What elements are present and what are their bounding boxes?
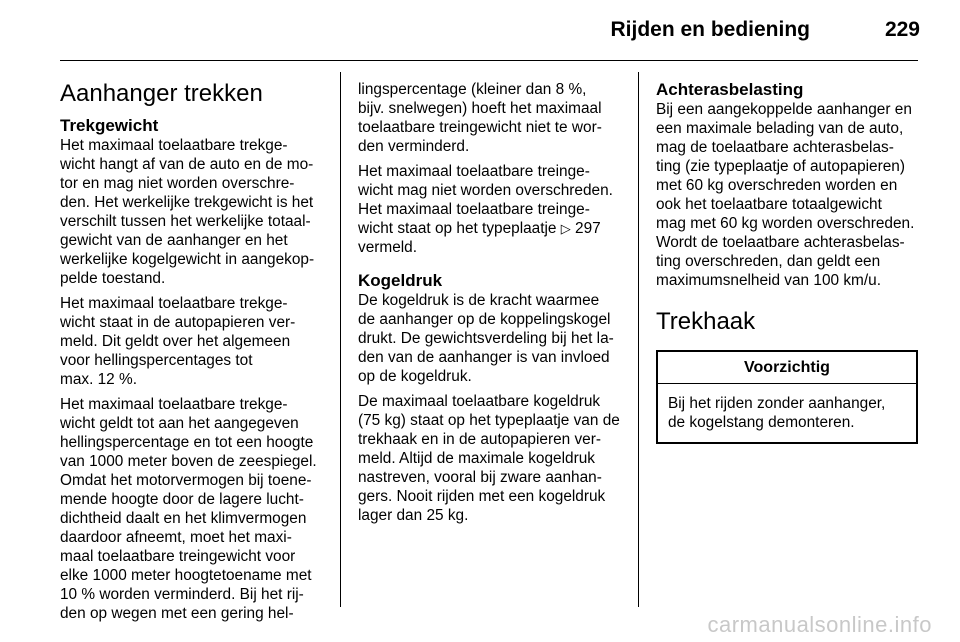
- text-line-with-reference: [358, 219, 622, 238]
- text-line: lingspercentage (kleiner dan 8 %,: [358, 81, 587, 98]
- text-line: Het maximaal toelaatbare trekge-: [60, 295, 288, 312]
- text-line: wicht geldt tot aan het aangegeven: [60, 415, 299, 432]
- text-line: mag met 60 kg worden overschreden.: [656, 215, 915, 232]
- text-line: met 60 kg overschreden worden en: [656, 177, 898, 194]
- section-title-aanhanger-trekken: Aanhanger trekken: [60, 80, 263, 107]
- caution-title: Voorzichtig: [658, 352, 916, 384]
- text-line: Omdat het motorvermogen bij toene-: [60, 472, 312, 489]
- column-1: [60, 80, 324, 623]
- text-line: meld. Dit geldt over het algemeen: [60, 333, 291, 350]
- text-line: Het maximaal toelaatbare trekge-: [60, 137, 288, 154]
- text-line: den verminderd.: [358, 138, 470, 155]
- caution-body: [658, 384, 916, 442]
- text-line: den op wegen met een gering hel-: [60, 605, 294, 622]
- subheading-kogeldruk: Kogeldruk: [358, 271, 443, 290]
- paragraph: [656, 100, 920, 290]
- paragraph: [60, 395, 324, 623]
- text-line: den. Het werkelijke trekgewicht is het: [60, 194, 314, 211]
- page-number: 229: [884, 18, 920, 41]
- text-line: Het maximaal toelaatbare treinge-: [358, 163, 590, 180]
- text-line: daardoor afneemt, moet het maxi-: [60, 529, 292, 546]
- text-line: ook het toelaatbare totaalgewicht: [656, 196, 882, 213]
- text-fragment: wicht staat op het typeplaatje: [358, 220, 561, 237]
- subheading-achterasbelasting: Achterasbelasting: [656, 80, 804, 99]
- text-line: Wordt de toelaatbare achterasbelas-: [656, 234, 905, 251]
- text-line: gewicht van de aanhanger en het: [60, 232, 288, 249]
- text-line: nastreven, vooral bij zware aanhan-: [358, 469, 602, 486]
- text-line: op de kogeldruk.: [358, 368, 472, 385]
- text-line: een maximale belading van de auto,: [656, 120, 904, 137]
- text-line: mag de toelaatbare achterasbelas-: [656, 139, 894, 156]
- text-line: gers. Nooit rijden met een kogeldruk: [358, 488, 606, 505]
- text-line: Het maximaal toelaatbare trekge-: [60, 396, 288, 413]
- caution-box: [656, 350, 918, 444]
- column-divider-2: [638, 72, 639, 607]
- subheading-trekgewicht: Trekgewicht: [60, 116, 159, 135]
- text-line: lager dan 25 kg.: [358, 507, 469, 524]
- page-reference-link[interactable]: 297: [570, 220, 601, 237]
- text-line: Het maximaal toelaatbare treinge-: [358, 201, 590, 218]
- text-line: werkelijke kogelgewicht in aangekop-: [60, 251, 315, 268]
- section-title-trekhaak: Trekhaak: [656, 308, 756, 335]
- text-line: bijv. snelwegen) hoeft het maximaal: [358, 100, 602, 117]
- paragraph: [358, 80, 622, 156]
- text-line: De maximaal toelaatbare kogeldruk: [358, 393, 601, 410]
- page-reference-icon: ▷: [560, 221, 571, 236]
- text-line: maximumsnelheid van 100 km/u.: [656, 272, 881, 289]
- text-line: elke 1000 meter hoogtetoename met: [60, 567, 312, 584]
- text-line: hellingspercentage en tot een hoogte: [60, 434, 314, 451]
- text-line: max. 12 %.: [60, 371, 137, 388]
- text-line: de kogelstang demonteren.: [668, 414, 855, 431]
- text-line: 10 % worden verminderd. Bij het rij-: [60, 586, 304, 603]
- text-line: voor hellingspercentages tot: [60, 352, 253, 369]
- text-line: ting overschreden, dan geldt een: [656, 253, 881, 270]
- text-line: den van de aanhanger is van invloed: [358, 349, 610, 366]
- text-line: wicht mag niet worden overschreden.: [358, 182, 613, 199]
- text-line: dichtheid daalt en het klimvermogen: [60, 510, 307, 527]
- paragraph: [358, 162, 622, 257]
- column-2: [358, 80, 622, 525]
- text-line: wicht hangt af van de auto en de mo-: [60, 156, 314, 173]
- column-3: [656, 80, 920, 444]
- text-line: vermeld.: [358, 239, 418, 256]
- paragraph: [358, 291, 622, 386]
- text-line: meld. Altijd de maximale kogeldruk: [358, 450, 595, 467]
- text-line: Bij het rijden zonder aanhanger,: [668, 395, 886, 412]
- text-line: de aanhanger op de koppelingskogel: [358, 311, 611, 328]
- text-line: verschilt tussen het werkelijke totaal-: [60, 213, 311, 230]
- watermark: carmanualsonline.info: [707, 612, 932, 637]
- text-line: van 1000 meter boven de zeespiegel.: [60, 453, 317, 470]
- text-line: mende hoogte door de lagere lucht-: [60, 491, 304, 508]
- text-line: De kogeldruk is de kracht waarmee: [358, 292, 600, 309]
- paragraph: [358, 392, 622, 525]
- column-divider-1: [340, 72, 341, 607]
- text-line: tor en mag niet worden overschre-: [60, 175, 295, 192]
- text-line: Bij een aangekoppelde aanhanger en: [656, 101, 912, 118]
- text-line: wicht staat in de autopapieren ver-: [60, 314, 296, 331]
- text-line: pelde toestand.: [60, 270, 166, 287]
- text-line: toelaatbare treingewicht niet te wor-: [358, 119, 602, 136]
- header-divider: [60, 60, 918, 61]
- text-line: trekhaak en in de autopapieren ver-: [358, 431, 601, 448]
- text-line: (75 kg) staat op het typeplaatje van de: [358, 412, 620, 429]
- paragraph: [60, 294, 324, 389]
- text-line: maal toelaatbare treingewicht voor: [60, 548, 296, 565]
- text-line: drukt. De gewichtsverdeling bij het la-: [358, 330, 614, 347]
- page-header-title: Rijden en bediening: [610, 18, 810, 41]
- paragraph: [60, 136, 324, 288]
- text-line: ting (zie typeplaatje of autopapieren): [656, 158, 905, 175]
